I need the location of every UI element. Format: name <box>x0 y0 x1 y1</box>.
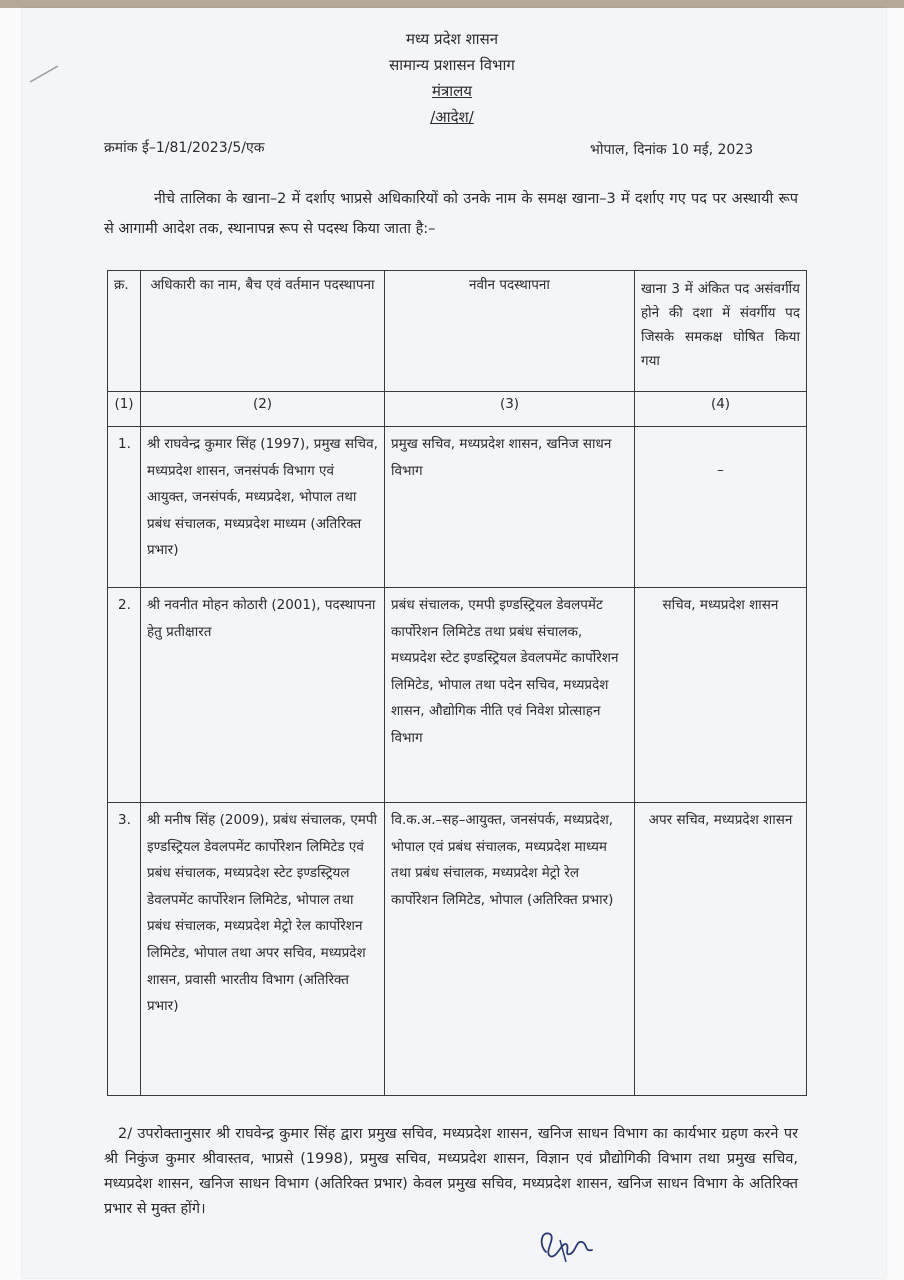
row-equivalent: सचिव, मध्यप्रदेश शासन <box>635 588 807 803</box>
postings-table <box>107 270 807 1096</box>
order-label: /आदेश/ <box>430 108 474 126</box>
row-officer: श्री नवनीत मोहन कोठारी (2001), पदस्थापना हेतु प्रतीक्षारत <box>141 588 385 803</box>
table-row <box>108 803 807 1096</box>
col-num: (2) <box>141 392 385 427</box>
header-equivalent-post: खाना 3 में अंकित पद असंवर्गीय होने की दशा में संवर्गीय पद जिसके समकक्ष घोषित किया गया <box>635 271 807 392</box>
department-name: सामान्य प्रशासन विभाग <box>389 56 515 74</box>
intro-paragraph: नीचे तालिका के खाना–2 में दर्शाए भाप्रसे अधिकारियों को उनके नाम के समक्ष खाना–3 में दर्शाए गए पद पर अस्थायी रूप से आगामी आदेश तक, स्थानापन्न रूप से पदस्थ किया जाता है:– <box>104 191 798 237</box>
row-officer: श्री राघवेन्द्र कुमार सिंह (1997), प्रमुख सचिव, मध्यप्रदेश शासन, जनसंपर्क विभाग एवं आयुक्त, जनसंपर्क, मध्यप्रदेश, भोपाल तथा प्रबंध संचालक, मध्यप्रदेश माध्यम (अतिरिक्त प्रभार) <box>141 427 385 588</box>
row-equivalent: – <box>635 427 807 588</box>
row-officer: श्री मनीष सिंह (2009), प्रबंध संचालक, एमपी इण्डस्ट्रियल डेवलपमेंट कार्पोरेशन लिमिटेड एवं प्रबंध संचालक, मध्यप्रदेश स्टेट इण्डस्ट्रियल डेवलपमेंट कार्पोरेशन लिमिटेड, भोपाल तथा प्रबंध संचालक, मध्यप्रदेश मेट्रो रेल कार्पोरेशन लिमिटेड, भोपाल तथा अपर सचिव, मध्यप्रदेश शासन, प्रवासी भारतीय विभाग (अतिरिक्त प्रभार) <box>141 803 385 1096</box>
signature-image <box>532 1222 602 1266</box>
table-row <box>108 427 807 588</box>
order-date: भोपाल, दिनांक 10 मई, 2023 <box>590 142 754 158</box>
government-name: मध्य प्रदेश शासन <box>405 30 499 48</box>
row-equivalent: अपर सचिव, मध्यप्रदेश शासन <box>635 803 807 1096</box>
row-new-posting: प्रबंध संचालक, एमपी इण्डस्ट्रियल डेवलपमेंट कार्पोरेशन लिमिटेड तथा प्रबंध संचालक, मध्यप्रदेश स्टेट इण्डस्ट्रियल डेवलपमेंट कार्पोरेशन लिमिटेड, भोपाल तथा पदेन सचिव, मध्यप्रदेश शासन, औद्योगिक नीति एवं निवेश प्रोत्साहन विभाग <box>385 588 635 803</box>
row-new-posting: वि.क.अ.–सह–आयुक्त, जनसंपर्क, मध्यप्रदेश, भोपाल एवं प्रबंध संचालक, मध्यप्रदेश माध्यम तथा प्रबंध संचालक, मध्यप्रदेश मेट्रो रेल कार्पोरेशन लिमिटेड, भोपाल (अतिरिक्त प्रभार) <box>385 803 635 1096</box>
row-serial: 3. <box>108 803 141 1096</box>
header-officer: अधिकारी का नाम, बैच एवं वर्तमान पदस्थापना <box>141 271 385 392</box>
row-serial: 1. <box>108 427 141 588</box>
table-row <box>108 588 807 803</box>
row-new-posting: प्रमुख सचिव, मध्यप्रदेश शासन, खनिज साधन विभाग <box>385 427 635 588</box>
footer-paragraph: 2/ उपरोक्तानुसार श्री राघवेन्द्र कुमार सिंह द्वारा प्रमुख सचिव, मध्यप्रदेश शासन, खनिज साधन विभाग का कार्यभार ग्रहण करने पर श्री निकुंज कुमार श्रीवास्तव, भाप्रसे (1998), प्रमुख सचिव, मध्यप्रदेश शासन, विज्ञान एवं प्रौद्योगिकी विभाग तथा प्रमुख सचिव, मध्यप्रदेश शासन, खनिज साधन विभाग (अतिरिक्त प्रभार) केवल प्रमुख सचिव, मध्यप्रदेश शासन, खनिज साधन विभाग के अतिरिक्त प्रभार से मुक्त होंगे। <box>104 1126 798 1217</box>
column-number-row <box>108 392 807 427</box>
ministry-label: मंत्रालय <box>431 82 472 100</box>
table-header-row <box>108 271 807 392</box>
header-serial: क्र. <box>108 271 141 392</box>
col-num: (3) <box>385 392 635 427</box>
row-serial: 2. <box>108 588 141 803</box>
order-number: क्रमांक ई–1/81/2023/5/एक <box>104 140 265 156</box>
top-edge <box>0 0 904 8</box>
col-num: (4) <box>635 392 807 427</box>
document-header <box>0 26 904 130</box>
col-num: (1) <box>108 392 141 427</box>
header-new-posting: नवीन पदस्थापना <box>385 271 635 392</box>
